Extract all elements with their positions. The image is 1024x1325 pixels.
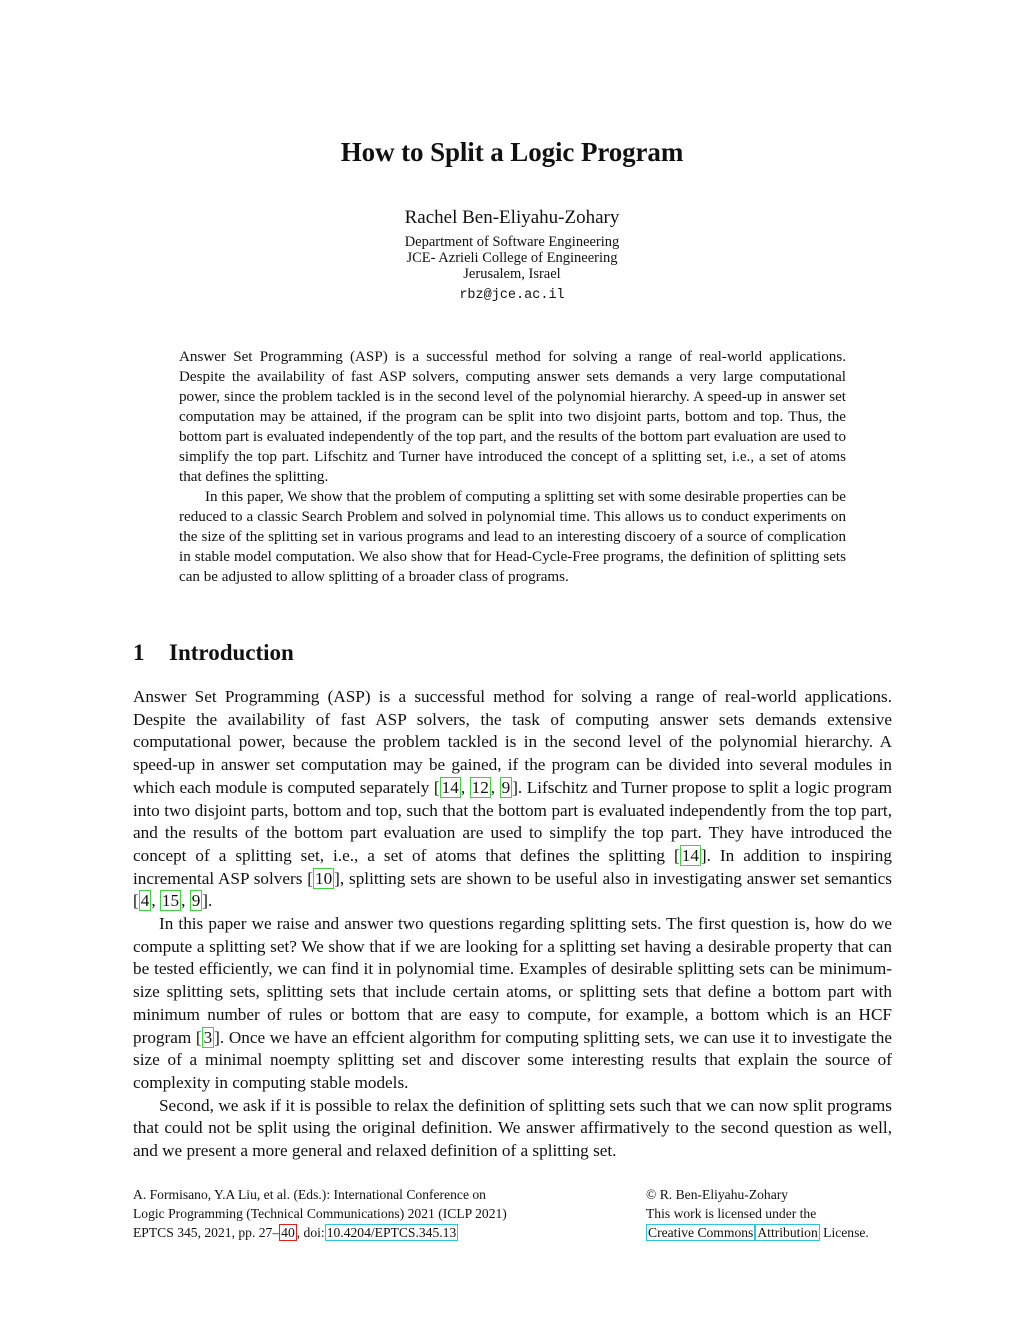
- citation-link[interactable]: 10: [314, 868, 333, 888]
- citation-link[interactable]: 3: [203, 1027, 213, 1047]
- citation-link[interactable]: 9: [191, 891, 201, 911]
- introduction-body: [133, 686, 892, 1163]
- body-paragraph: [133, 686, 892, 913]
- last-page-link[interactable]: 40: [281, 1225, 295, 1240]
- footer-line: A. Formisano, Y.A Liu, et al. (Eds.): International Conference on: [133, 1187, 486, 1202]
- footer-license-info: [646, 1185, 906, 1242]
- section-heading: [133, 640, 294, 666]
- footer-text: , doi:: [296, 1225, 325, 1240]
- abstract-paragraph: In this paper, We show that the problem of computing a splitting set with some desirable properties can be reduced to a classic Search Problem and solved in polynomial time. This allows us to conduct experiments on the size of the splitting set in various programs and lead to an interesting discoery of a source of complication in stable model computation. We also show that for Head-Cycle-Free programs, the definition of splitting sets can be adjusted to allow splitting of a broader class of programs.: [179, 489, 846, 585]
- body-text-run: ]. Once we have an effcient algorithm for computing splitting sets, we can use it to investigate the size of a minimal noempty splitting set and discover some interesting results that explain the source of complexity in computing stable models.: [133, 1027, 892, 1092]
- creative-commons-link[interactable]: Creative Commons: [648, 1225, 754, 1240]
- license-links: [646, 1223, 906, 1242]
- body-text-run: ]. In addition to inspiring incremental ASP solvers [: [133, 845, 892, 888]
- license-line: This work is licensed under the: [646, 1206, 817, 1221]
- copyright-line: © R. Ben-Eliyahu-Zohary: [646, 1187, 789, 1202]
- license-word: License.: [819, 1225, 869, 1240]
- doi-link[interactable]: 10.4204/EPTCS.345.13: [326, 1225, 457, 1240]
- paper-title: How to Split a Logic Program: [340, 137, 684, 167]
- body-paragraph: Second, we ask if it is possible to relax the definition of splitting sets such that we can now split programs that could not be split using the original definition. We answer affirmatively to the second question as well, and we present a more general and relaxed definition of a splitting set.: [133, 1095, 892, 1161]
- body-text-run: In this paper we raise and answer two questions regarding splitting sets. The first question is, how do we compute a splitting set? We show that if we are looking for a splitting set having a desirable property that can be tested efficiently, we can find it in polynomial time. Examples of desirable splitting sets can be minimum-size splitting sets, splitting sets that include certain atoms, or splitting sets that define a bottom part with minimum number of rules or bottom that are easy to compute, for example, a bottom which is an HCF program [: [133, 914, 892, 1047]
- citation-link[interactable]: 4: [140, 891, 150, 911]
- affiliation-city: Jerusalem, Israel: [463, 266, 561, 282]
- body-text-run: ], splitting sets are shown to be useful also in investigating answer set semantics [: [133, 868, 892, 911]
- body-text-run: Answer Set Programming (ASP) is a successful method for solving a range of real-world applications. Despite the availability of fast ASP solvers, the task of computing answer sets demands extensive computational power, because the problem tackled is in the second level of the polynomial hierarchy. A speed-up in answer set computation may be gained, if the program can be divided into several modules in which each module is computed separately [: [133, 687, 892, 797]
- attribution-link[interactable]: Attribution: [757, 1225, 818, 1240]
- citation-separator: ,: [181, 891, 190, 911]
- footer-line: [133, 1223, 603, 1242]
- citation-link[interactable]: 14: [681, 845, 699, 865]
- abstract: [179, 347, 846, 587]
- author-affiliation: [0, 234, 1024, 282]
- author-email: rbz@jce.ac.il: [459, 288, 565, 303]
- footer-publication-info: [133, 1185, 603, 1242]
- citation-link[interactable]: 12: [471, 777, 489, 797]
- footer-line: Logic Programming (Technical Communications) 2021 (ICLP 2021): [133, 1206, 507, 1221]
- affiliation-department: Department of Software Engineering: [404, 234, 620, 250]
- affiliation-college: JCE- Azrieli College of Engineering: [406, 250, 618, 266]
- citation-link[interactable]: 15: [161, 891, 180, 911]
- citation-separator: ,: [460, 777, 470, 797]
- citation-link[interactable]: 9: [501, 777, 511, 797]
- citation-separator: ,: [490, 777, 500, 797]
- citation-separator: ,: [151, 891, 160, 911]
- body-text-run: ].: [202, 891, 213, 911]
- body-text-run: ]. Lifschitz and Turner propose to split a logic program into two disjoint parts, bottom and top, such that the bottom part is evaluated independently from the top part, and the results of the bottom part evaluation are used to simplify the top part. They have introduced the concept of a splitting set, i.e., a set of atoms that defines the splitting [: [133, 777, 893, 865]
- abstract-paragraph: Answer Set Programming (ASP) is a successful method for solving a range of real-world applications. Despite the availability of fast ASP solvers, computing answer sets demands a very large computational power, since the problem tackled is in the second level of the polynomial hierarchy. A speed-up in answer set computation may be attained, if the program can be split into two disjoint parts, bottom and top. Thus, the bottom part is evaluated independently of the top part, and the results of the bottom part evaluation are used to simplify the top part. Lifschitz and Turner have introduced the concept of a splitting set, i.e., a set of atoms that defines the splitting.: [179, 349, 846, 485]
- section-title: Introduction: [169, 640, 294, 665]
- author-name: Rachel Ben-Eliyahu-Zohary: [404, 207, 620, 228]
- footer-text: EPTCS 345, 2021, pp. 27–: [133, 1225, 280, 1240]
- body-paragraph: [133, 913, 892, 1095]
- section-number: 1: [133, 640, 145, 665]
- citation-link[interactable]: 14: [441, 777, 459, 797]
